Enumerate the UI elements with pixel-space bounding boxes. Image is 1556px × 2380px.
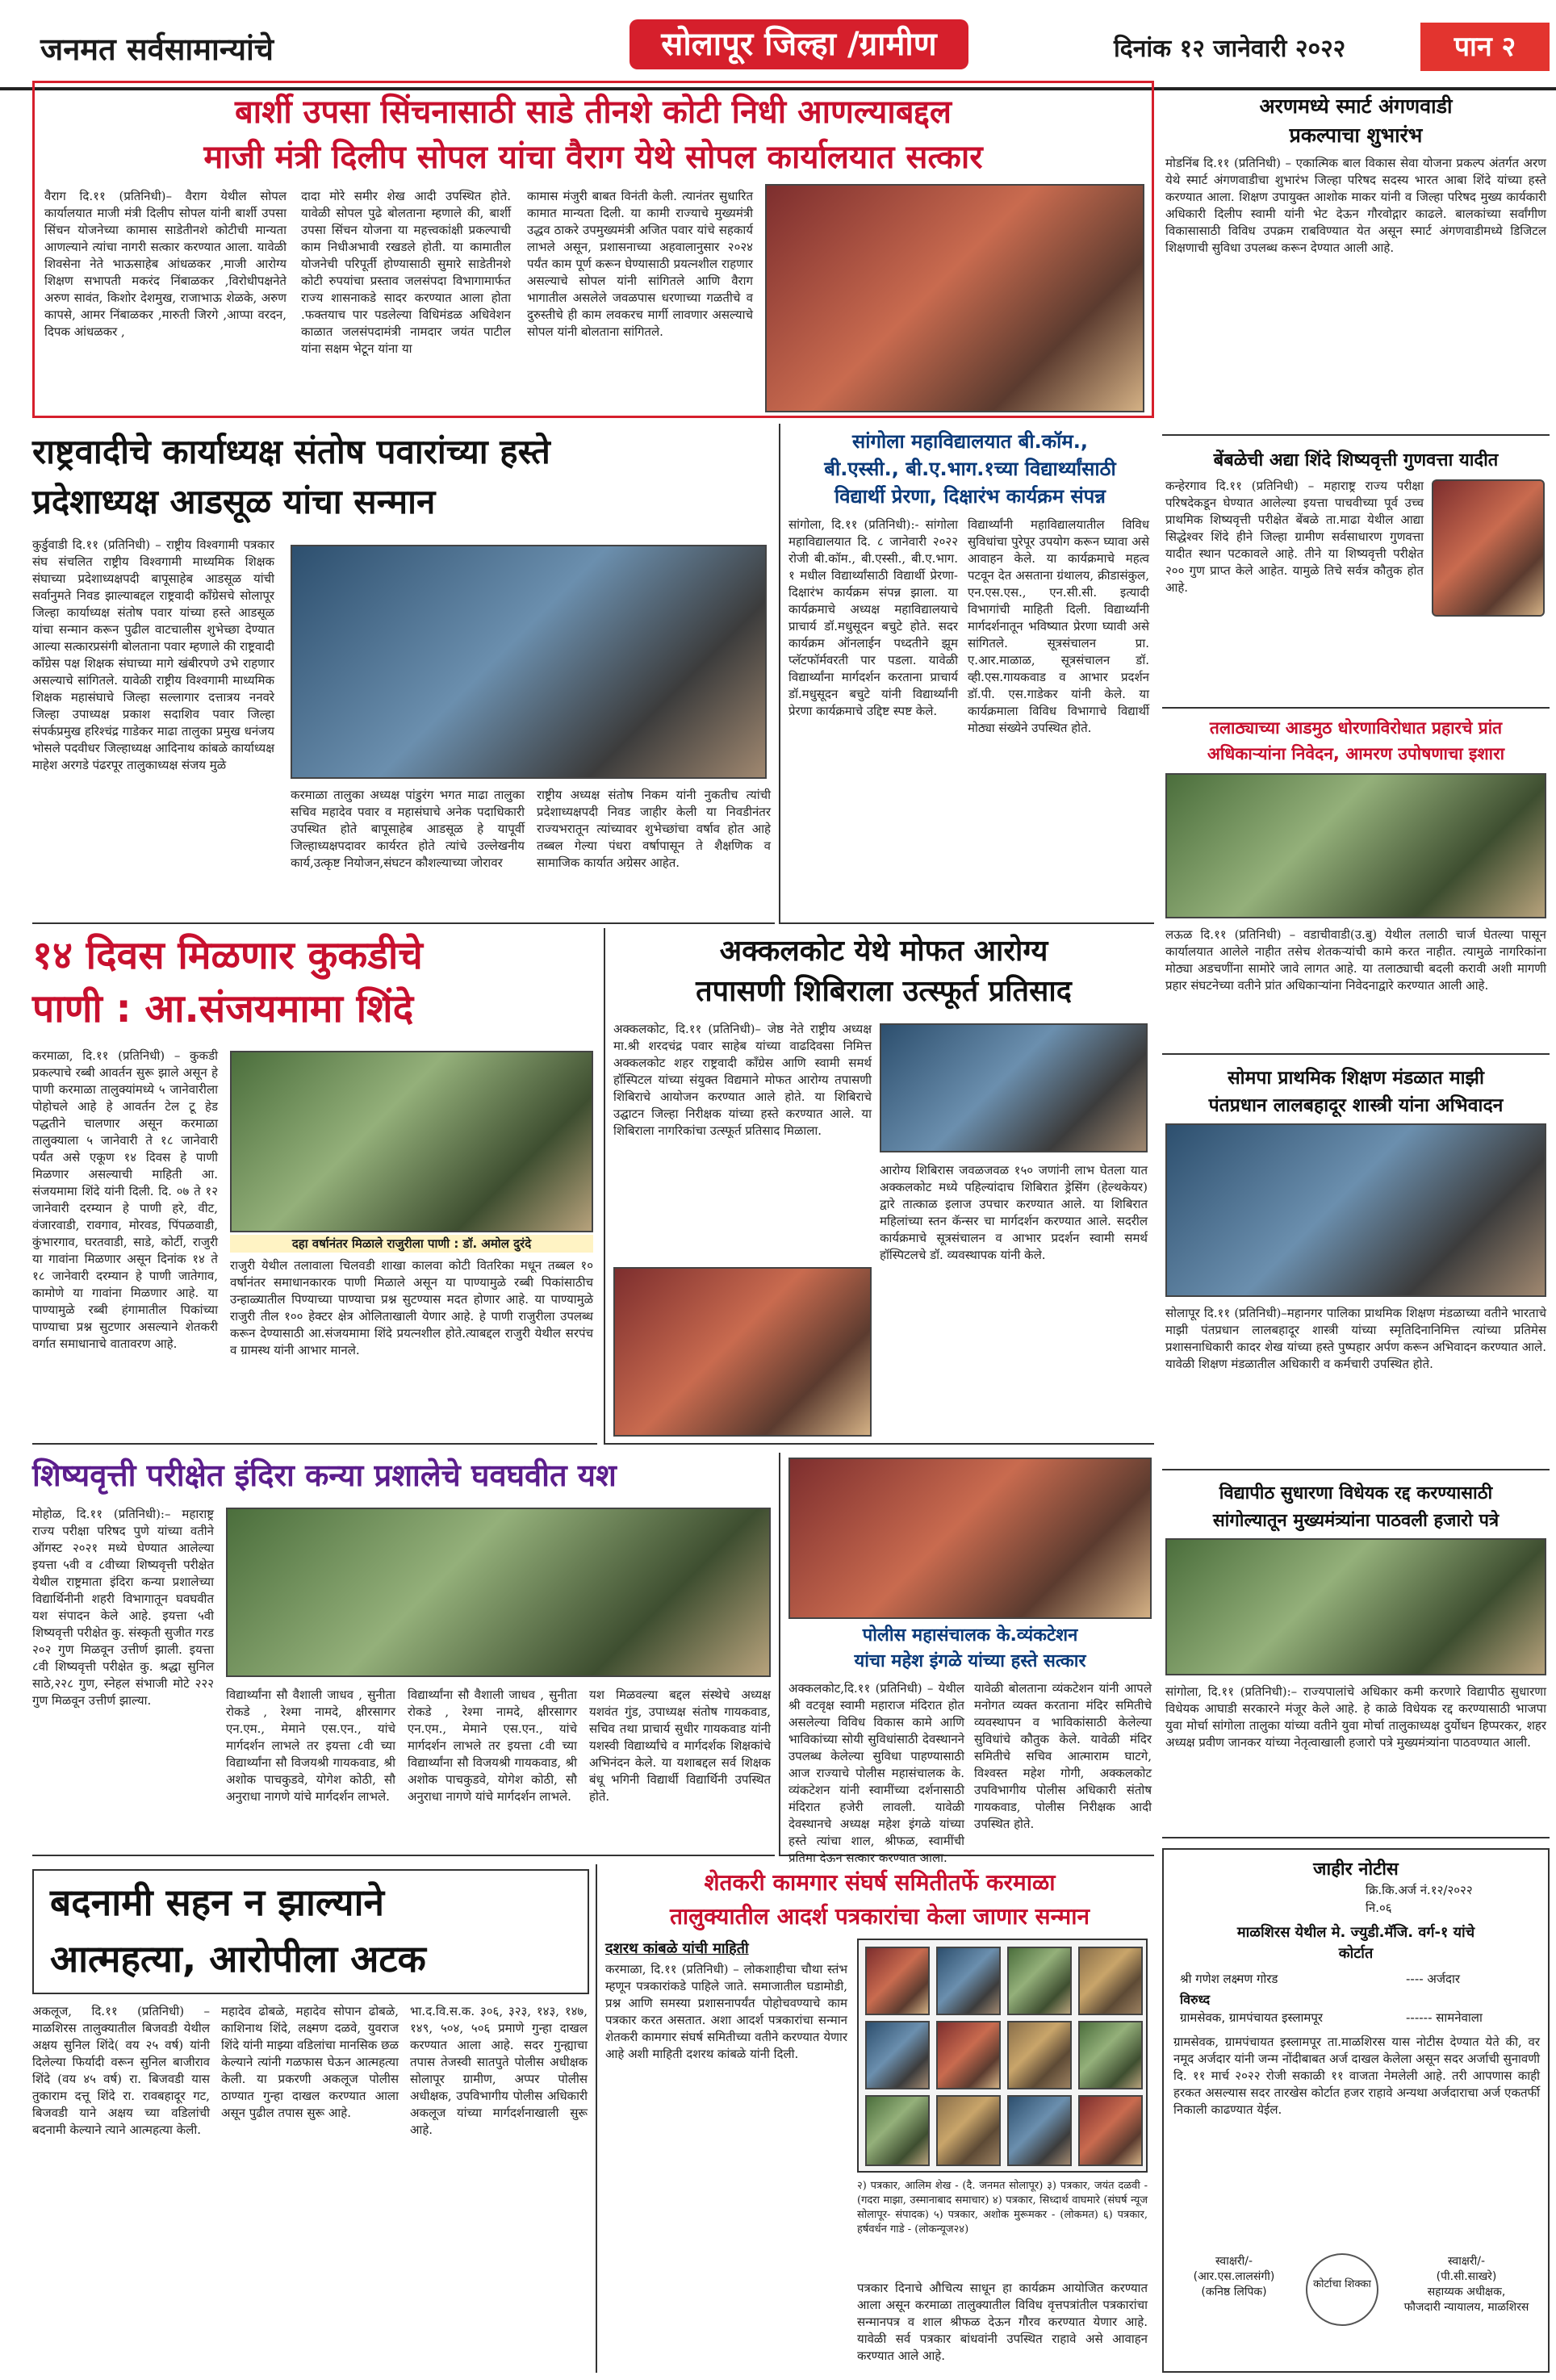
- students-photo: [226, 1508, 771, 1677]
- article-body: लऊळ दि.११ (प्रतिनिधी) – वडाचीवाडी(उ.बु) येथील तलाठी चार्ज घेतल्या पासून कार्यालयात आलेले नाहीत तसेच शेतकऱ्यांची कामे करत नाहीत. त्यामुळे नागरिकांना मोठ्या अडचणींना सामोरे जावे लागत आहे. या तलाठ्याची बदली करावी अशी मागणी प्रहार संघटनेच्या वतीने प्रांत अधिकाऱ्यांना निवेदनाद्वारे करण्यात आली आहे.: [1165, 927, 1546, 993]
- article-column: कुर्डुवाडी दि.११ (प्रतिनिधी) – राष्ट्रीय विश्वगामी पत्रकार संघ संचलित राष्ट्रीय विश्वगामी माध्यमिक शिक्षक संघाच्या प्रदेशाध्यक्षपदी बापूसाहेब आडसूळ यांची सर्वानुमते निवड झाल्याबद्दल राष्ट्रवादी काँग्रेसचे सोलापूर जिल्हा कार्याध्यक्ष संतोष पवार यांच्या हस्ते आडसूळ यांचा सन्मान करून पुढील वाटचालीस शुभेच्छा देण्यात आल्या सत्कारप्रसंगी बोलताना पवार म्हणाले की राष्ट्रवादी काँग्रेस पक्ष शिक्षक संघाच्या मागे खंबीरपणे उभे राहणार असल्याचे सांगितले. यावेळी राष्ट्रीय विश्वगामी माध्यमिक शिक्षक महासंघाचे जिल्हा सल्लागार दत्तात्रय ननवरे जिल्हा उपाध्यक्ष प्रकाश सदाशिव पवार जिल्हा संपर्कप्रमुख हरिश्चंद्र गाडेकर माढा तालुका प्रमुख धनंजय भोसले पदवीधर जिल्हाध्यक्ष आदिनाथ कांबळे कार्याध्यक्ष माहेश अरगडे पंढरपूर तालुकाध्यक्ष संजय मुळे: [32, 537, 274, 772]
- headline: तलाठ्याच्या आडमुठ धोरणाविरोधात प्रहारचे प्रांत: [1209, 718, 1503, 738]
- sidebar-anganwadi: [1162, 81, 1550, 436]
- article-body: कन्हेरगाव दि.११ (प्रतिनिधी) – महाराष्ट्र राज्य परीक्षा परिषदेकडून घेण्यात आलेल्या इयत्ता पाचवीच्या पूर्व उच्च प्राथमिक शिष्यवृत्ती परीक्षेत बेंबळे ता.माढा येथील आद्या सिद्धेश्वर शिंदे हीने जिल्हा ग्रामीण सर्वसाधारण गुणवत्ता यादीत स्थान पटकावले आहे. तीने या शिष्यवृत्ती परीक्षेत २०० गुण प्राप्त केले आहेत. यामुळे तिचे सर्वत्र कौतुक होत आहे.: [1165, 479, 1424, 595]
- journalist-photo: [936, 2021, 1001, 2089]
- headline: पाणी : आ.संजयमामा शिंदे: [32, 986, 414, 1031]
- article-column: करमाळा, दि.११ (प्रतिनिधी) – लोकशाहीचा चौथा स्तंभ म्हणून पत्रकारांकडे पाहिले जाते. समाजातील घडामोडी, प्रश्न आणि समस्या प्रशासनापर्यंत पोहोचवण्याचे काम पत्रकार करत असतात. अशा आदर्श पत्रकारांचा सन्मान शेतकरी कामगार संघर्ष समितीच्या वतीने करण्यात येणार आहे अशी माहिती दशरथ कांबळे यांनी दिली.: [605, 1962, 847, 2061]
- headline: अरणमध्ये स्मार्ट अंगणवाडी: [1259, 94, 1453, 118]
- headline: राष्ट्रवादीचे कार्याध्यक्ष संतोष पवारांच्या हस्ते: [32, 432, 550, 471]
- article-column: सांगोला, दि.११ (प्रतिनिधी):- सांगोला महाविद्यालयात दि. ८ जानेवारी २०२२ रोजी बी.कॉम., बी.एस्सी., बी.ए.भाग. १ मधील विद्यार्थ्यांसाठी विद्यार्थी प्रेरणा-दिक्षारंभ कार्यक्रम संपन्न झाला. या कार्यक्रमाचे अध्यक्ष महाविद्यालयाचे प्राचार्य डॉ.मधुसूदन बचुटे होते. सदर कार्यक्रम ऑनलाईन पध्दतीने झूम प्लॅटफॉर्मवरती पार पडला. यावेळी विद्यार्थ्यांना मार्गदर्शन करताना प्राचार्य डॉ.मधुसूदन बचुटे यांनी विद्यार्थ्यांनी प्रेरणा कार्यक्रमाचे उद्दिष्ट स्पष्ट केले.: [788, 517, 958, 718]
- headline: शिष्यवृत्ती परीक्षेत इंदिरा कन्या प्रशालेचे घवघवीत यश: [32, 1458, 617, 1493]
- headline: पोलीस महासंचालक के.व्यंकटेशन: [862, 1625, 1078, 1646]
- headline: प्रदेशाध्यक्ष आडसूळ यांचा सन्मान: [32, 482, 436, 521]
- article-column: राजुरी येथील तलावाला चिलवडी शाखा कालवा कोटी वितरिका मधून तब्बल १० वर्षानंतर समाधानकारक पाणी मिळाले असून या पाण्यामुळे रब्बी पिकांसाठीच उन्हाळ्यातील पिण्याच्या पाण्याचा प्रश्न सुटण्यास मदत होणार आहे. या पाण्यामुळे राजुरी तील १०० हेक्टर क्षेत्र ओलिताखाली येणार आहे. हे पाणी राजुरीला उपलब्ध करून देण्यासाठी आ.संजयमामा शिंदे प्रयत्नशील होते.त्याबद्दल राजुरी येथील सरपंच व ग्रामस्थ यांनी आभार मानले.: [230, 1258, 593, 1357]
- headline: बेंबळेची अद्या शिंदे शिष्यवृत्ती गुणवत्ता यादीत: [1213, 450, 1499, 471]
- journalist-photo: [865, 1947, 930, 2015]
- article-indira-kanya-scholarship: [32, 1453, 775, 1856]
- headline: सांगोला महाविद्यालयात बी.कॉम.,: [852, 430, 1088, 453]
- signature-name: (पी.सी.साखरे): [1436, 2270, 1497, 2283]
- journalist-photo: [936, 1947, 1001, 2015]
- article-body: मोडनिंब दि.११ (प्रतिनिधी) – एकात्मिक बाल विकास सेवा योजना प्रकल्प अंतर्गत अरण येथे स्मार्ट अंगणवाडीचा शुभारंभ जिल्हा परिषद सदस्य भारत आबा शिंदे यांच्या हस्ते करण्यात आला. शिक्षण उपायुक्त आशोक माकर यांनी व जिल्हा परिषद मुख्य कार्यकारी अधिकारी दिलीप स्वामी यांनी भेट देऊन गौरवोद्गार काढले. बालकांच्या सर्वांगीण विकासासाठी विविध उपक्रम राबविण्यात येत असून स्मार्ट अंगणवाडीमध्ये डिजिटल शिक्षणाची सुविधा उपलब्ध करून देण्यात आली आहे.: [1165, 156, 1546, 255]
- headline: सांगोल्यातून मुख्यमंत्र्यांना पाठवली हजारो पत्रे: [1212, 1511, 1500, 1531]
- court-seal: कोर्टाचा शिक्का: [1306, 2253, 1378, 2326]
- headline: अधिकाऱ्यांना निवेदन, आमरण उपोषणाचा इशारा: [1207, 744, 1505, 763]
- headline: प्रकल्पाचा शुभारंभ: [1289, 123, 1423, 147]
- masthead: [0, 0, 1556, 90]
- article-column: मोहोळ, दि.११ (प्रतिनिधी):– महाराष्ट्र राज्य परीक्षा परिषद पुणे यांच्या वतीने ऑगस्ट २०२१ मध्ये घेण्यात आलेल्या इयत्ता ५वी व ८वीच्या शिष्यवृत्ती परीक्षेत येथील राष्ट्रमाता इंदिरा कन्या प्रशालेच्या विद्यार्थिनीनी शहरी विभागातून घवघवीत यश संपादन केले आहे. इयत्ता ५वी शिष्यवृत्ती परीक्षेत कु. संस्कृती सुजीत गरड २०२ गुण मिळवून उत्तीर्ण झाली. इयत्ता ८वी शिष्यवृत्ती परीक्षेत कु. श्रद्धा सुनिल साठे,२२८ गुण, स्नेहल संभाजी मोटे २२२ गुण मिळवून उत्तीर्ण झाल्या.: [32, 1507, 214, 1708]
- article-column: यश मिळवल्या बद्दल संस्थेचे अध्यक्ष यशवंत गुंड, उपाध्यक्ष संतोष गायकवाड, सचिव तथा प्राचार्य सुधीर गायकवाड यांनी यशस्वी विद्यार्थ्यांचे व मार्गदर्शक शिक्षकांचे अभिनंदन केले. या यशाबद्दल सर्व शिक्षक बंधू भगिनी विद्यार्थी विद्यार्थिनी उपस्थित होते.: [589, 1688, 771, 1804]
- headline: विद्यार्थी प्रेरणा, दिक्षारंभ कार्यक्रम संपन्न: [834, 485, 1106, 508]
- article-column: आरोग्य शिबिरास जवळजवळ १५० जणांनी लाभ घेतला यात अक्कलकोट मध्ये पहिल्यांदाच शिबिरात ड्रेसिंग (हेल्थकेयर) द्वारे तात्काळ इलाज उपचार करण्यात आले. या शिबिरात महिलांच्या स्तन कॅन्सर चा मार्गदर्शन करण्यात आले. सदरील कार्यक्रमाचे सूत्रसंचालन व आभार प्रदर्शन स्वामी समर्थ हॉस्पिटलचे डॉ. व्यवस्थापक यांनी केले.: [880, 1163, 1148, 1262]
- case-number: क्रि.कि.अर्ज नं.१२/२०२२: [1366, 1883, 1473, 1897]
- sidebar-prahar-protest: [1162, 712, 1550, 1055]
- headline: आत्महत्या, आरोपीला अटक: [50, 1937, 426, 1981]
- exhibit-number: नि.०६: [1366, 1901, 1392, 1915]
- headline: बार्शी उपसा सिंचनासाठी साडे तीनशे कोटी निधी आणल्याबद्दल: [234, 94, 952, 131]
- article-dgp-felicitation: [779, 1453, 1154, 1865]
- article-column: अकलूज, दि.११ (प्रतिनिधी) – माळशिरस तालुक्यातील बिजवडी येथील अक्षय सुनिल शिंदे( वय २५ वर्ष) यांनी दिलेल्या फिर्यादी वरून सुनिल बाजीराव शिंदे (वय ४५ वर्ष) रा. बिजवडी यास तुकाराम दत्तू शिंदे रा. रावबहादूर गट, बिजवडी याने अक्षय च्या वडिलांची बदनामी केल्याने त्याने आत्महत्या केली.: [32, 2004, 210, 2137]
- headline: १४ दिवस मिळणार कुकडीचे: [32, 933, 423, 978]
- signature-superintendent: [1390, 2253, 1543, 2315]
- journalist-photo: [1007, 1947, 1072, 2015]
- article-body: सांगोला, दि.११ (प्रतिनिधी):– राज्यपालांचे अधिकार कमी करणारे विद्यापीठ सुधारणा विधेयक आघाडी सरकारने मंजूर केले आहे. हे काळे विधेयक रद्द करण्यासाठी भाजपा युवा मोर्चा सांगोला तालुका यांच्या वतीने युवा मोर्चा तालुकाध्यक्ष दुर्योधन हिप्परकर, शहर अध्यक्ष प्रवीण जानकर यांच्या नेतृत्वाखाली हजारो पत्रे मुख्यमंत्र्यांना पाठवण्यात आली.: [1165, 1684, 1546, 1750]
- journalist-photo-grid: [857, 1939, 1148, 2173]
- headline: शेतकरी कामगार संघर्ष समितीतर्फे करमाळा: [704, 1869, 1056, 1896]
- respondent-name: ग्रामसेवक, ग्रामपंचायत इस्लामपूर: [1180, 2010, 1323, 2025]
- article-column: राष्ट्रीय अध्यक्ष संतोष निकम यांनी नुकतीच त्यांची प्रदेशाध्यक्षपदी निवड जाहीर केली या निवडीनंतर राज्यभरातून त्यांच्यावर शुभेच्छांचा वर्षाव होत आहे तब्बल गेल्या पंधरा वर्षापासून ते शैक्षणिक व सामाजिक कार्यात अग्रेसर आहेत.: [537, 788, 771, 870]
- court-name: माळशिरस येथील मे. ज्युडी.मॅजि. वर्ग-१ यांचे: [1236, 1924, 1475, 1941]
- signature-name: (आर.एस.लालसंगी): [1193, 2270, 1275, 2283]
- event-photo: [230, 1051, 593, 1232]
- applicant-role: ---- अर्जदार: [1406, 1972, 1460, 1986]
- public-notice: [1162, 1848, 1550, 2373]
- article-column: करमाळा, दि.११ (प्रतिनिधी) – कुकडी प्रकल्पाचे रब्बी आवर्तन सुरू झाले असून हे पाणी करमाळा तालुक्यांमध्ये ५ जानेवारीला पोहोचले आहे हे आवर्तन टेल टू हेड पद्धतीने चालणार असून करमाळा तालुक्याला ५ जानेवारी ते १८ जानेवारी पर्यंत असे एकूण १४ दिवस हे पाणी मिळणार असल्याची माहिती आ. संजयमामा शिंदे यांनी दिली. दि. ०७ ते १२ जानेवारी दरम्यान हे पाणी हरे, वीट, वंजारवाडी, रावगाव, मोरवड, पिंपळवाडी, कुंभारगाव, घरतवाडी, साडे, कोर्टी, राजुरी या गावांना मिळणार असून दिनांक १४ ते १८ जानेवारी दरम्यान हे पाणी जातेगाव, कामोणे या गावांना मिळणार आहे. या पाण्यामुळे रब्बी हंगामातील पिकांच्या पाण्याचा प्रश्न सुटणार असल्याने शेतकरी वर्गात समाधानाचे वातावरण आहे.: [32, 1048, 218, 1351]
- signature-office: फौजदारी न्यायालय, माळशिरस: [1403, 2301, 1529, 2314]
- article-column: कामास मंजुरी बाबत विनंती केली. त्यानंतर सुधारित कामात मान्यता दिली. या कामी राज्याचे मुख्यमंत्री उद्धव ठाकरे उपमुख्यमंत्री अजित पवार यांचे सहकार्य लाभले असून, प्रशासनाच्या अहवालानुसार २०२४ पर्यंत काम पूर्ण करून घेण्यासाठी प्रयत्नशील राहणार असल्याचे सोपल यांनी सांगितले आणि वैराग भागातील असलेले जवळपास धरणाच्या गळतीचे व दुरुस्तीचे ही काम लवकरच मार्गी लावणार असल्याचे सोपल यांनी बोलताना सांगितले.: [527, 189, 753, 339]
- headline: विद्यापीठ सुधारणा विधेयक रद्द करण्यासाठी: [1219, 1483, 1493, 1504]
- page-number: पान २: [1420, 23, 1550, 71]
- court-name: कोर्टात: [1338, 1945, 1374, 1962]
- article-journalist-honour: [596, 1864, 1154, 2373]
- notice-title: जाहीर नोटीस: [1313, 1859, 1399, 1880]
- signature-label: स्वाक्षरी/-: [1215, 2255, 1253, 2268]
- headline-box: [32, 1869, 589, 1994]
- student-photo: [1432, 479, 1545, 617]
- event-photo: [613, 1267, 872, 1437]
- issue-date: दिनांक १२ जानेवारी २०२२: [1114, 35, 1346, 63]
- photo-caption: २) पत्रकार, आलिम शेख - (दै. जनमत सोलापूर) ३) पत्रकार, जयंत दळवी - (गदरा माझा, उस्मानाबाद समाचार) ४) पत्रकार, सिध्दार्थ वाघमारे (संघर्ष न्यूज सोलापूर- संपादक) ५) पत्रकार, अशोक मुरूमकर - (लोकमत) ६) पत्रकार, हर्षवर्धन गाडे - (लोकन्यूज२४): [857, 2180, 1148, 2236]
- article-adsul-honour: [32, 424, 775, 924]
- article-column: अक्कलकोट, दि.११ (प्रतिनिधी)– जेष्ठ नेते राष्ट्रीय अध्यक्ष मा.श्री शरदचंद्र पवार साहेब यांच्या वाढदिवसा निमित्त अक्कलकोट शहर राष्ट्रवादी काँग्रेस आणि स्वामी समर्थ हॉस्पिटल यांच्या संयुक्त विद्यमाने मोफत आरोग्य तपासणी शिबिराचे आयोजन करण्यात आले होते. या शिबिराचे उद्घाटन जिल्हा निरीक्षक यांच्या हस्ते करण्यात आले. या शिबिराला नागरिकांचा उत्स्फूर्त प्रतिसाद मिळाला.: [613, 1022, 872, 1138]
- article-column: अक्कलकोट,दि.११ (प्रतिनिधी) – येथील श्री वटवृक्ष स्वामी महाराज मंदिरात होत असलेल्या विविध विकास कामे आणि भाविकांच्या सोयी सुविधांसाठी देवस्थानने उपलब्ध केलेल्या सुविधा पाहण्यासाठी आज राज्याचे पोलीस महासंचालक के. व्यंकटेशन यांनी स्वामींच्या दर्शनासाठी मंदिरात हजेरी लावली. यावेळी देवस्थानचे अध्यक्ष महेश इंगळे यांच्या हस्ते त्यांचा शाल, श्रीफळ, स्वामींची प्रतिमा देऊन सत्कार करण्यात आला.: [788, 1681, 964, 1865]
- headline: माजी मंत्री दिलीप सोपल यांचा वैराग येथे सोपल कार्यालयात सत्कार: [203, 139, 983, 176]
- article-kukadi-water: [32, 928, 597, 1445]
- headline: बदनामी सहन न झाल्याने: [50, 1880, 385, 1924]
- headline: बी.एस्सी., बी.ए.भाग.१च्या विद्यार्थ्यांसाठी: [824, 458, 1116, 480]
- headline: पंतप्रधान लालबहादूर शास्त्री यांना अभिवादन: [1208, 1095, 1504, 1116]
- event-photo: [788, 1458, 1152, 1619]
- sidebar-shastri-tribute: [1162, 1059, 1550, 1470]
- section-title: सोलापूर जिल्हा /ग्रामीण: [630, 19, 968, 69]
- journalist-photo: [936, 2095, 1001, 2166]
- sidebar-university-bill: [1162, 1475, 1550, 1838]
- journalist-photo: [865, 2095, 930, 2166]
- signature-designation: सहाय्यक अधीक्षक,: [1427, 2286, 1506, 2298]
- article-column: विद्यार्थ्यांना सौ वैशाली जाधव , सुनीता रोकडे , रेश्मा नामदे, क्षीरसागर एन.एम., मेमाने एस.एन., यांचे मार्गदर्शन लाभले तर इयत्ता ८वी च्या विद्यार्थ्यांना सौ विजयश्री गायकवाड, श्री अशोक पाचकुडवे, योगेश कोठी, सौ अनुराधा नागणे यांचे मार्गदर्शन लाभले.: [408, 1688, 577, 1804]
- signature-designation: (कनिष्ठ लिपिक): [1201, 2286, 1267, 2298]
- event-photo: [1165, 1538, 1546, 1675]
- photo-caption: दहा वर्षानंतर मिळाले राजुरीला पाणी : डॉ. अमोल दुरंदे: [230, 1235, 593, 1253]
- versus-label: विरुध्द: [1180, 1992, 1211, 2007]
- applicant-name: श्री गणेश लक्ष्मण गोरड: [1180, 1972, 1278, 1986]
- article-column: दादा मोरे समीर शेख आदी उपस्थित होते. यावेळी सोपल पुढे बोलताना म्हणाले की, बार्शी उपसा सिंचन योजना या महत्त्वकांक्षी प्रकल्पाची काम निधीअभावी रखडले होती. या कामातील योजनेची परिपूर्ती होण्यासाठी सुमारे साडेतीनशे कोटी रुपयांचा प्रस्ताव जलसंपदा विभागामार्फत राज्य शासनाकडे सादर करण्यात आला होता .फक्तयाच पार पडलेल्या विधिमंडळ अधिवेशन काळात जलसंपदामंत्री नामदार जयंत पाटील यांना सक्षम भेटून यांना या: [301, 189, 511, 356]
- event-photo: [1165, 773, 1546, 918]
- headline: यांचा महेश इंगळे यांच्या हस्ते सत्कार: [854, 1651, 1086, 1671]
- headline: सोमपा प्राथमिक शिक्षण मंडळात माझी: [1228, 1068, 1484, 1089]
- article-sangola-college: [779, 424, 1154, 924]
- respondent-role: ------ सामनेवाला: [1406, 2010, 1483, 2025]
- journalist-photo: [1007, 2021, 1072, 2089]
- journalist-photo: [865, 2021, 930, 2089]
- article-column: पत्रकार दिनाचे औचित्य साधून हा कार्यक्रम आयोजित करण्यात आला असून करमाळा तालुक्यातील विविध वृत्तपत्रांतील पत्रकारांचा सन्मानपत्र व शाल श्रीफळ देऊन गौरव करण्यात येणार आहे. यावेळी सर्व पत्रकार बांधवांनी उपस्थित राहावे असे आवाहन करण्यात आले आहे.: [857, 2281, 1148, 2363]
- event-photo: [291, 545, 767, 779]
- headline: तपासणी शिबिराला उत्स्फूर्त प्रतिसाद: [696, 975, 1072, 1008]
- journalist-photo: [1078, 2021, 1143, 2089]
- headline: अक्कलकोट येथे मोफत आरोग्य: [719, 935, 1048, 968]
- article-column: करमाळा तालुका अध्यक्ष पांडुरंग भगत माढा तालुका सचिव महादेव पवार व महासंघाचे अनेक पदाधिकारी उपस्थित होते बापूसाहेब आडसूळ हे यापूर्वी जिल्हाध्यक्षपदावर कार्यरत होते त्यांचे उल्लेखनीय कार्य,उत्कृष्ट नियोजन,संघटन कौशल्याच्या जोरावर: [291, 788, 525, 870]
- article-akkalkot-health-camp: [604, 928, 1154, 1445]
- article-column: यावेळी बोलताना व्यंकटेशन यांनी आपले मनोगत व्यक्त करताना मंदिर समितीचे व्यवस्थापन व भाविकांसाठी केलेल्या सुविधांचे कौतुक केले. यावेळी मंदिर समितीचे सचिव आत्माराम घाटगे, विश्वस्त महेश गोगी, अक्कलकोट उपविभागीय पोलीस अधिकारी संतोष गायकवाड, पोलीस निरीक्षक आदी उपस्थित होते.: [974, 1681, 1152, 1831]
- journalist-photo: [1078, 2095, 1143, 2166]
- journalist-photo: [1007, 2095, 1072, 2166]
- signature-label: स्वाक्षरी/-: [1447, 2255, 1485, 2268]
- article-column: वैराग दि.११ (प्रतिनिधी)– वैराग येथील सोपल कार्यालयात माजी मंत्री दिलीप सोपल यांनी बार्शी उपसा सिंचन योजनेच्या कामास साडेतीनशे कोटीची मान्यता आणल्याने त्यांचा नागरी सत्कार करण्यात आला. यावेळी शिवसेना नेते भाऊसाहेब आंधळकर ,माजी आरोग्य शिक्षण सभापती मकरंद निंबाळकर ,विरोधीपक्षनेते अरुण सावंत, किशोर देशमुख, राजाभाऊ शेळके, अरुण कापसे, आमर निंबाळकर ,मारुती जिरगे ,आप्पा वरदन, दिपक आंधळकर ,: [44, 189, 287, 339]
- event-photo: [765, 184, 1144, 412]
- notice-body: ग्रामसेवक, ग्रामपंचायत इस्लामपूर ता.माळशिरस यास नोटीस देण्यात येते की, वर नमूद अर्जदार यांनी जन्म नोंदीबाबत अर्ज दाखल केलेला असून सदर अर्जाची सुनावणी दि. ११ मार्च २०२२ रोजी सकाळी ११ वाजता नेमलेली आहे. तरी आपणास काही हरकत असल्यास सदर तारखेस कोर्टात हजर राहावे अन्यथा अर्जदाराचा अर्ज एकतर्फी निकाली काढण्यात येईल.: [1173, 2035, 1540, 2117]
- journalist-photo: [1078, 1947, 1143, 2015]
- sidebar-scholarship-adya: [1162, 442, 1550, 709]
- article-column: विद्यार्थ्यांना सौ वैशाली जाधव , सुनीता रोकडे , रेश्मा नामदे, क्षीरसागर एन.एम., मेमाने एस.एन., यांचे मार्गदर्शन लाभले तर इयत्ता ८वी च्या विद्यार्थ्यांना सौ विजयश्री गायकवाड, श्री अशोक पाचकुडवे, योगेश कोठी, सौ अनुराधा नागणे यांचे मार्गदर्शन लाभले.: [226, 1688, 395, 1804]
- article-column: महादेव ढोबळे, महादेव सोपान ढोबळे, काशिनाथ शिंदे, लक्ष्मण दळवे, युवराज शिंदे यांनी माझ्या वडिलांचा मानसिक छळ केल्याने त्यांनी गळफास घेऊन आत्महत्या केली. या प्रकरणी अकलूज पोलीस ठाण्यात गुन्हा दाखल करण्यात आला असून पुढील तपास सुरू आहे.: [221, 2004, 399, 2120]
- masthead-slogan: जनमत सर्वसामान्यांचे: [40, 31, 274, 67]
- subheadline: दशरथ कांबळे यांची माहिती: [605, 1940, 749, 1957]
- article-body: सोलापूर दि.११ (प्रतिनिधी)–महानगर पालिका प्राथमिक शिक्षण मंडळाच्या वतीने भारताचे माझी पंतप्रधान लालबहादूर शास्त्री यांच्या स्मृतिदिनानिमित्त त्यांच्या प्रतिमेस प्रशासनाधिकारी कादर शेख यांच्या हस्ते पुष्पहार अर्पण करून अभिवादन करण्यात आले. यावेळी शिक्षण मंडळातील अधिकारी व कर्मचारी उपस्थित होते.: [1165, 1306, 1546, 1371]
- event-photo: [1165, 1123, 1546, 1297]
- article-column: विद्यार्थ्यांनी महाविद्यालयातील विविध सुविधांचा पुरेपूर उपयोग करून घ्यावा असे आवाहन केले. या कार्यक्रमाचे महत्व पटवून देत असताना ग्रंथालय, क्रीडासंकुल, एन.एस.एस., एन.सी.सी. इत्यादी विभागांची माहिती दिली. विद्यार्थ्यांनी मार्गदर्शनातून भविष्यात प्रेरणा घ्यावी असे सांगितले. सूत्रसंचालन प्रा. ए.आर.माळाळ, सूत्रसंचालन डॉ. व्ही.एस.गायकवाड व आभार प्रदर्शन डॉ.पी. एस.गाडेकर यांनी केले. या कार्यक्रमाला विविध विभागाचे विद्यार्थी मोठ्या संख्येने उपस्थित होते.: [968, 517, 1149, 735]
- event-photo: [880, 1023, 1148, 1152]
- article-column: भा.द.वि.स.क. ३०६, ३२३, १४३, १४७, १४९, ५०४, ५०६ प्रमाणे गुन्हा दाखल करण्यात आला आहे. सदर गुन्ह्याचा तपास तेजस्वी सातपुते पोलीस अधीक्षक सोलापूर ग्रामीण, अप्पर पोलीस अधीक्षक, उपविभागीय पोलीस अधिकारी अकलूज यांच्या मार्गदर्शनाखाली सुरू आहे.: [410, 2004, 588, 2137]
- article-sopal-felicitation: [32, 81, 1154, 418]
- signature-clerk: [1173, 2253, 1295, 2299]
- headline: तालुक्यातील आदर्श पत्रकारांचा केला जाणार सन्मान: [669, 1903, 1090, 1930]
- article-defamation-suicide: [32, 1864, 589, 2373]
